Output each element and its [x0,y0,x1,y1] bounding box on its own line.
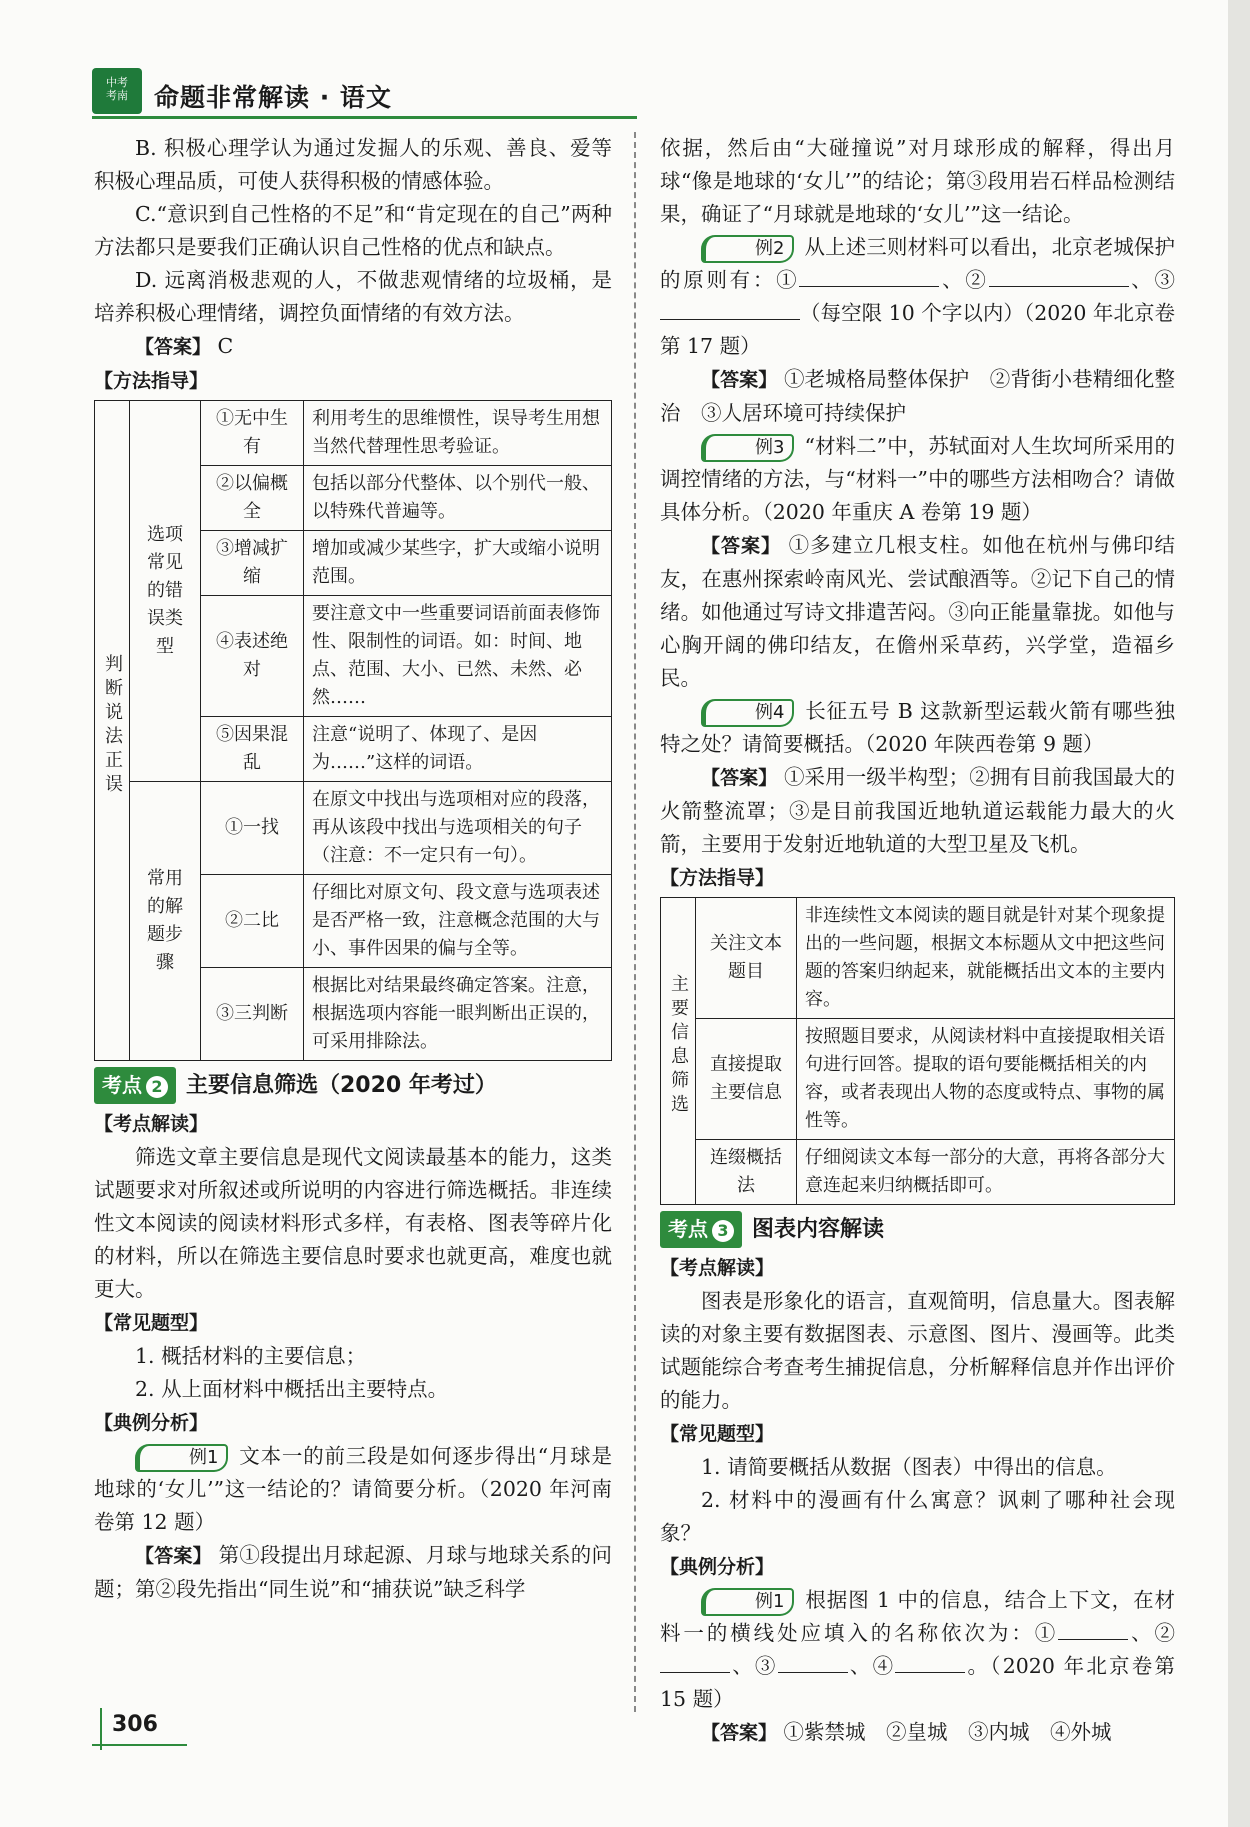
table1-value: 在原文中找出与选项相对应的段落，再从该段中找出与选项相关的句子（注意：不一定只有一句）。 [304,782,612,875]
example-tag: 例2 [701,235,794,263]
example-2: 例2 从上述三则材料可以看出，北京老城保护的原则有：① 、② 、③（每空限 10 个字以内）（2020 年北京卷第 17 题） [660,235,1176,358]
page-edge [1228,0,1250,1827]
kd2-tx2: 2. 从上面材料中概括出主要特点。 [135,1377,449,1401]
example-tag: 例1 [135,1444,228,1472]
table1-value: 注意“说明了、体现了、是因为……”这样的词语。 [304,717,612,782]
table1-key: ⑤因果混乱 [201,717,304,782]
answer-value: C [217,334,234,358]
table2-key: 直接提取主要信息 [696,1019,797,1140]
answer-blank[interactable] [1058,1639,1128,1640]
example-3-answer: 【答案】 ①多建立几根支柱。如他在杭州与佛印结友，在惠州探索岭南风光、尝试酿酒等。②记下自己的情绪。如他通过写诗文排遣苦闷。③向正能量靠拢。如他与心胸开阔的佛印结友，在儋州采草药，兴学堂，造福乡民。 [660,533,1175,690]
table1-key: ④表述绝对 [201,596,304,717]
kaodian-tag: 考点 3 [660,1211,742,1248]
answer-blank[interactable] [799,286,939,287]
kd2-jd-label: 【考点解读】 [94,1113,209,1135]
table2-value: 非连续性文本阅读的题目就是针对某个现象提出的一些问题，根据文本标题从文中把这些问题的答案归纳起来，就能概括出文本的主要内容。 [797,898,1175,1019]
option-d: D. 远离消极悲观的人，不做悲观情绪的垃圾桶，是培养积极心理情绪，调控负面情绪的有效方法。 [94,268,612,325]
table1-value: 包括以部分代整体、以个别代一般、以特殊代普遍等。 [304,466,612,531]
answer-blank[interactable] [660,319,800,320]
answer-label: 【答案】 [701,767,778,789]
header-rule [92,116,637,119]
kd3-tx1: 1. 请简要概括从数据（图表）中得出的信息。 [701,1455,1117,1479]
method-label: 【方法指导】 [94,370,209,392]
table1-group2: 常用的解题步骤 [130,782,201,1061]
answer-label: 【答案】 [701,369,778,391]
table1-value: 要注意文中一些重要词语前面表修饰性、限制性的词语。如：时间、地点、范围、大小、已然、未然、必然…… [304,596,612,717]
book-title: 命题非常解读 · 语文 [154,83,392,112]
kaodian-3-heading [660,1211,1175,1248]
example-1-answer: 【答案】 第①段提出月球起源、月球与地球关系的问题；第②段先指出“同生说”和“捕获说”缺乏科学 [94,1543,612,1601]
kaodian-tag: 考点 2 [94,1067,176,1104]
column-divider [634,132,636,1712]
answer-blank[interactable] [660,1672,730,1673]
method-label: 【方法指导】 [660,867,775,889]
table1-outer: 判断说法正误 [95,401,130,1061]
answer-label: 【答案】 [701,1722,778,1744]
table1-key: ③三判断 [201,968,304,1061]
kd2-tx1: 1. 概括材料的主要信息； [135,1344,367,1368]
table1-value: 利用考生的思维惯性，误导考生用想当然代替理性思考验证。 [304,401,612,466]
option-b: B. 积极心理学认为通过发掘人的乐观、善良、爱等积极心理品质，可使人获得积极的情感体验。 [94,136,612,193]
kd3-jd-label: 【考点解读】 [660,1257,775,1279]
example-5: 例1 根据图 1 中的信息，结合上下文，在材料一的横线处应填入的名称依次为：① 、②、③ 、④ 。（2020 年北京卷第 15 题） [660,1588,1176,1711]
table1-key: ①无中生有 [201,401,304,466]
kd3-jd-text: 图表是形象化的语言，直观简明，信息量大。图表解读的对象主要有数据图表、示意图、图片、漫画等。此类试题能综合考查考生捕捉信息，分析解释信息并作出评价的能力。 [660,1289,1175,1412]
example-tag: 例4 [701,699,794,727]
table1-group1: 选项常见的错误类型 [130,401,201,782]
kaodian-title: 图表内容解读 [752,1217,885,1242]
table1-value: 根据比对结果最终确定答案。注意，根据选项内容能一眼判断出正误的，可采用排除法。 [304,968,612,1061]
page-header [92,68,637,120]
continued-answer: 依据，然后由“大碰撞说”对月球形成的解释，得出月球“像是地球的‘女儿’”的结论；第③段用岩石样品检测结果，确证了“月球就是地球的‘女儿’”这一结论。 [660,136,1175,226]
example-tag: 例3 [701,434,794,462]
kaodian-title: 主要信息筛选（2020 年考过） [186,1073,497,1098]
table2-key: 连缀概括法 [696,1140,797,1205]
method-table-1 [94,400,612,1061]
answer-blank[interactable] [895,1672,965,1673]
table1-value: 仔细比对原文句、段文意与选项表述是否严格一致，注意概念范围的大与小、事件因果的偏与全等。 [304,875,612,968]
kd3-tx2: 2. 材料中的漫画有什么寓意？讽刺了哪种社会现象？ [660,1488,1175,1545]
kd3-tx-label: 【常见题型】 [660,1423,775,1445]
answer-line [94,330,612,364]
answer-blank[interactable] [778,1672,848,1673]
kd3-dl-label: 【典例分析】 [660,1556,775,1578]
kd2-tx-label: 【常见题型】 [94,1312,209,1334]
kaodian-2-heading [94,1067,612,1104]
example-3: 例3 “材料二”中，苏轼面对人生坎坷所采用的调控情绪的方法，与“材料一”中的哪些方法相吻合？请做具体分析。（2020 年重庆 A 卷第 19 题） [660,434,1175,524]
table2-value: 按照题目要求，从阅读材料中直接提取相关语句进行回答。提取的语句要能概括相关的内容，或者表现出人物的态度或特点、事物的属性等。 [797,1019,1175,1140]
table2-key: 关注文本题目 [696,898,797,1019]
example-4: 例4 长征五号 B 这款新型运载火箭有哪些独特之处？请简要概括。（2020 年陕西卷第 9 题） [660,699,1175,756]
example-4-answer: 【答案】 ①采用一级半构型；②拥有目前我国最大的火箭整流罩；③是目前我国近地轨道运载能力最大的火箭，主要用于发射近地轨道的大型卫星及飞机。 [660,765,1175,856]
answer-label: 【答案】 [135,1545,212,1567]
example-1: 例1 文本一的前三段是如何逐步得出“月球是地球的‘女儿’”这一结论的？请简要分析。（2020 年河南卷第 12 题） [94,1444,612,1534]
left-column [94,132,612,1606]
kd2-dl-label: 【典例分析】 [94,1412,209,1434]
table1-key: ②二比 [201,875,304,968]
footer-rule [92,1744,187,1746]
logo: 中考 考南 [92,68,142,114]
table1-key: ①一找 [201,782,304,875]
kd2-jd-text: 筛选文章主要信息是现代文阅读最基本的能力，这类试题要求对所叙述或所说明的内容进行筛选概括。非连续性文本阅读的阅读材料形式多样，有表格、图表等碎片化的材料，所以在筛选主要信息时要求也就更高，难度也就更大。 [94,1145,612,1301]
page-number: 306 [112,1712,158,1737]
option-c: C.“意识到自己性格的不足”和“肯定现在的自己”两种方法都只是要我们正确认识自己性格的优点和缺点。 [94,202,612,259]
right-column [660,132,1175,1750]
answer-label: 【答案】 [135,336,212,358]
table2-value: 仔细阅读文本每一部分的大意，再将各部分大意连起来归纳概括即可。 [797,1140,1175,1205]
table2-outer: 主要信息筛选 [661,898,696,1205]
table1-value: 增加或减少某些字，扩大或缩小说明范围。 [304,531,612,596]
table1-key: ③增减扩缩 [201,531,304,596]
example-5-answer: 【答案】 ①紫禁城 ②皇城 ③内城 ④外城 [701,1720,1112,1744]
method-table-2 [660,897,1175,1205]
answer-label: 【答案】 [701,535,782,557]
table1-key: ②以偏概全 [201,466,304,531]
example-2-answer: 【答案】 ①老城格局整体保护 ②背街小巷精细化整治 ③人居环境可持续保护 [660,367,1175,425]
answer-blank[interactable] [989,286,1129,287]
example-tag: 例1 [701,1588,794,1616]
